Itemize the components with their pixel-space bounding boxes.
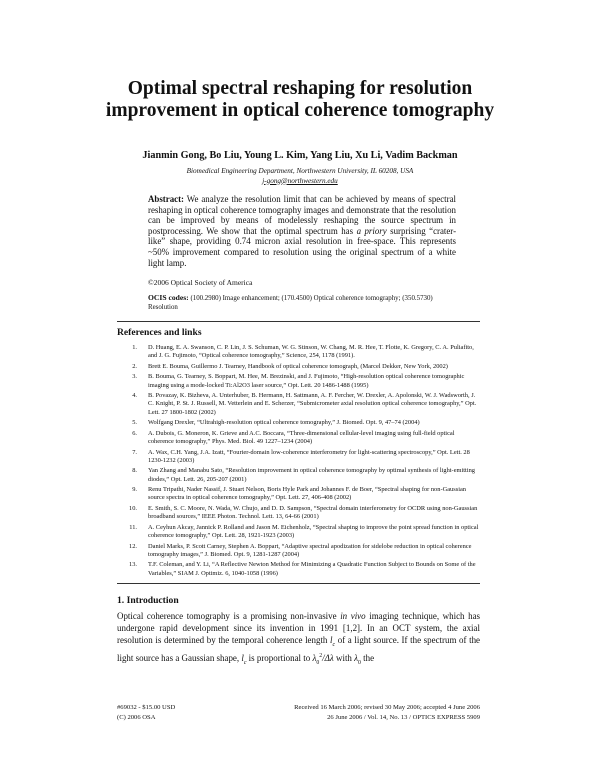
reference-text: Wolfgang Drexler, “Ultrahigh-resolution optical coherence tomography,” J. Biomed. Opt. 9, 47–74 (2004) (148, 419, 420, 427)
intro-text-3: of a light source. If the spectrum of the light source has a Gaussian shape, (117, 634, 481, 664)
reference-text: B. Bouma, G. Tearney, S. Boppart, M. Hee, M. Brezinski, and J. Fujimoto, “High-resolution optical coherence tomographic imaging using a mode-locked Ti:Al2O3 laser source,” Opt. Lett. 20 1486-1488 (1995) (148, 373, 465, 389)
reference-number: 6. (132, 429, 137, 437)
intro-text-1: Optical coherence tomography is a promising non-invasive (117, 611, 337, 621)
reference-item (117, 561, 480, 577)
reference-item (117, 543, 480, 559)
introduction-text (117, 611, 480, 670)
reference-number: 9. (132, 486, 137, 494)
reference-item (117, 467, 480, 483)
footer-copyright: (C) 2006 OSA (117, 714, 156, 721)
reference-item (117, 430, 480, 446)
reference-item (117, 449, 480, 465)
lambda-symbol: λ (312, 653, 317, 664)
footer-received: Received 16 March 2006; revised 30 May 2006; accepted 4 June 2006 (294, 704, 480, 711)
intro-text-2: imaging technique, which has undergone rapid development since its invention in 1991 [1,2]. In an OCT system, the axial resolution is determined by the temporal coherence length (117, 611, 481, 645)
intro-text-4: is proportional to (248, 653, 311, 664)
reference-number: 3. (132, 373, 137, 381)
reference-item (117, 505, 480, 521)
copyright-notice: ©2006 Optical Society of America (148, 278, 253, 287)
reference-text: B. Povazay, K. Bizheva, A. Unterhuber, B. Hermann, H. Sattmann, A. F. Fercher, W. Drexler, A. Apolonski, W. J. Wadsworth, J. C. Knight, P. St. J. Russell, M. Vetterlein and E. Scherzer, “Submicrometer axial resolution optical coherence tomography,” Opt. Lett. 27 1800-1802 (2002) (148, 392, 477, 416)
reference-item (117, 344, 480, 360)
abstract (148, 194, 456, 268)
lambda0-symbol (354, 653, 361, 666)
lambda0-sub: 0 (358, 659, 361, 666)
reference-item (117, 373, 480, 389)
reference-text: Renu Tripathi, Nader Nassif, J. Stuart Nelson, Boris Hyle Park and Johannes F. de Boer, “Spectral shaping for non-Gaussian source spectra in optical coherence tomography,” Opt. Lett. 27, 406-408 (2002) (148, 486, 467, 502)
paper-title (60, 78, 540, 122)
reference-number: 13. (129, 561, 137, 569)
lambda0-letter: λ (354, 653, 358, 664)
title-line-1: Optimal spectral reshaping for resolution (127, 78, 473, 99)
introduction-heading: 1. Introduction (117, 595, 179, 606)
reference-number: 8. (132, 467, 137, 475)
lc-letter: l (330, 634, 333, 645)
reference-text: E. Smith, S. C. Moore, N. Wada, W. Chujo, and D. D. Sampson, “Spectral domain interferometry for OCDR using non-Gaussian broadband sources,” IEEE Photon. Technol. Lett. 13, 64-66 (2001) (148, 504, 478, 521)
title-line-2: improvement in optical coherence tomography (105, 100, 495, 121)
reference-text: Yan Zhang and Manabu Sato, “Resolution improvement in optical coherence tomography by optimal synthesis of light-emitting diodes,” Opt. Lett. 26, 205-207 (2001) (148, 467, 475, 483)
abstract-a-priori: a priory (356, 225, 387, 236)
footer-price: #69032 - $15.00 USD (117, 704, 176, 711)
intro-text-6: the (363, 653, 375, 664)
reference-number: 11. (129, 523, 137, 531)
reference-item (117, 524, 480, 540)
reference-item (117, 363, 480, 371)
reference-item (117, 486, 480, 502)
reference-text: A. Wax, C.H. Yang, J.A. Izatt, “Fourier-domain low-coherence interferometry for light-scattering spectroscopy,” Opt. Lett. 28 1230-1232 (2003) (148, 448, 470, 464)
reference-number: 4. (132, 392, 137, 400)
lambda-squared-over-dl (312, 653, 334, 666)
reference-text: A. Ceyhun Akcay, Jannick P. Rolland and Jason M. Eichenholz, “Spectral shaping to improve the point spread function in optical coherence tomography,” Opt. Lett. 28, 1921-1923 (2003) (148, 523, 479, 539)
reference-item (117, 419, 480, 427)
abstract-text-1: We analyze the resolution limit that can be achieved by means of spectral reshaping in optical coherence tomography images and demonstrate that the resolution can be improved by means of modelessly reshaping the source spectrum in postprocessing. We show that the optimal spectrum has (148, 194, 456, 236)
intro-in-vivo: in vivo (340, 611, 366, 621)
reference-text: T.F. Coleman, and Y. Li, “A Reflective Newton Method for Minimizing a Quadratic Function Subject to Bounds on Some of the Variables,” SIAM J. Optimiz. 6, 1040-1058 (1996) (148, 561, 476, 577)
ocis-codes (148, 293, 456, 312)
lc-letter-2: l (241, 653, 244, 664)
reference-text: Brett E. Bouma, Guillermo J. Tearney, Handbook of optical coherence tomograph, (Marcel Dekker, New York, 2002) (148, 362, 448, 370)
abstract-label: Abstract: (148, 194, 184, 204)
bottom-divider (117, 583, 480, 584)
ocis-text: (100.2980) Image enhancement; (170.4500) Optical coherence tomography; (350.5730) Resolution (148, 295, 433, 312)
delta-lambda: /Δλ (322, 653, 334, 664)
lc-symbol (330, 634, 336, 648)
affiliation-block (60, 167, 540, 186)
lambda-sub: 0 (316, 659, 320, 666)
lc-symbol-2 (241, 653, 247, 666)
abstract-text-2: surprising “crater-like” shape, providing 0.74 micron axial resolution in free-space. This represents ~50% improvement compared to resolution using the original spectrum of a white light lamp. (148, 225, 457, 268)
reference-text: D. Huang, E. A. Swanson, C. P. Lin, J. S. Schuman, W. G. Stinson, W. Chang, M. R. Hee, T. Flotte, K. Gregory, C. A. Puliafito, and J. G. Fujimoto, “Optical coherence tomography,” Science, 254, 1178 (1991). (148, 344, 474, 360)
reference-number: 1. (132, 344, 137, 351)
intro-text-5: with (336, 653, 352, 664)
author-email-link[interactable]: j-gong@northwestern.edu (262, 176, 338, 185)
references-heading: References and links (117, 327, 202, 338)
reference-number: 7. (132, 448, 137, 456)
reference-item (117, 392, 480, 417)
references-list (117, 344, 480, 580)
author-list: Jianmin Gong, Bo Liu, Young L. Kim, Yang Liu, Xu Li, Vadim Backman (142, 150, 458, 161)
lc-subscript-2: c (243, 659, 247, 666)
top-divider (117, 321, 480, 322)
ocis-label: OCIS codes: (148, 293, 189, 302)
reference-number: 10. (129, 504, 137, 512)
reference-text: A. Dubois, G. Moneron, K. Grieve and A.C. Boccara, “Three-dimensional cellular-level imaging using full-field optical coherence tomography,” Phys. Med. Biol. 49 1227–1234 (2004) (148, 429, 455, 445)
affiliation: Biomedical Engineering Department, Northwestern University, IL 60208, USA (186, 167, 414, 175)
reference-text: Daniel Marks, P. Scott Carney, Stephen A. Boppart, “Adaptive spectral apodization for sidelobe reduction in optical coherence tomography images,” J. Biomed. Opt. 9, 1281-1287 (2004) (148, 542, 472, 558)
lc-subscript: c (332, 641, 336, 648)
footer-journal-info: 26 June 2006 / Vol. 14, No. 13 / OPTICS EXPRESS 5909 (327, 714, 480, 721)
lambda-sup: 2 (319, 653, 323, 660)
reference-number: 12. (129, 542, 137, 550)
reference-number: 5. (132, 419, 137, 427)
reference-number: 2. (132, 362, 137, 370)
